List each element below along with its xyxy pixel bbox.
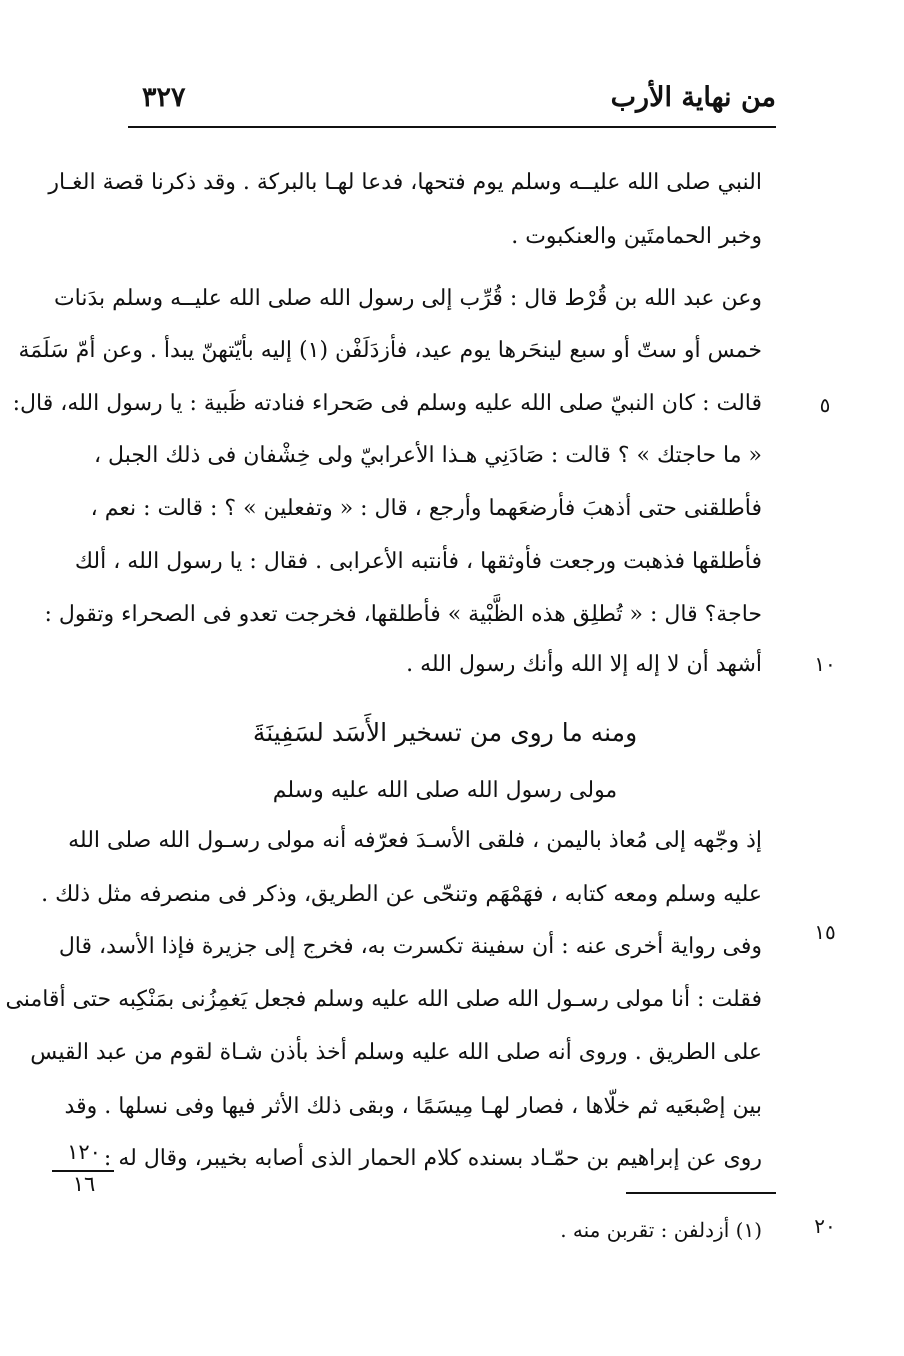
- signature-numerator: ١٢٠: [67, 1140, 101, 1164]
- text-line: روى عن إبراهيم بن حمّـاد بسنده كلام الحمار الذى أصابه بخيبر، وقال له :: [103, 1146, 762, 1171]
- text-line: حاجة؟ قال : « تُطلِق هذه الظَّبْية » فأطلقها، فخرجت تعدو فى الصحراء وتقول :: [44, 602, 762, 627]
- header-rule: [128, 126, 776, 128]
- section-heading: ومنه ما روى من تسخير الأَسَد لسَفِينَةَ: [252, 718, 638, 747]
- running-title: من نهاية الأرب: [610, 82, 776, 113]
- section-subheading: مولى رسول الله صلى الله عليه وسلم: [272, 778, 618, 803]
- margin-line-number: ٥: [819, 393, 831, 417]
- text-line: وفى رواية أخرى عنه : أن سفينة تكسرت به، فخرج إلى جزيرة فإذا الأسد، قال: [58, 934, 762, 959]
- text-line: فأطلقها فذهبت ورجعت فأوثقها ، فأنتبه الأعرابى . فقال : يا رسول الله ، ألك: [74, 549, 762, 574]
- text-line: على الطريق . وروى أنه صلى الله عليه وسلم أخذ بأذن شـاة لقوم من عبد القيس: [30, 1040, 762, 1065]
- text-line: وعن عبد الله بن قُرْط قال : قُرِّب إلى رسول الله صلى الله عليــه وسلم بدَنات: [53, 286, 762, 311]
- text-line: وخبر الحمامتَين والعنكبوت .: [511, 224, 762, 249]
- signature-denominator: ١٦: [72, 1172, 96, 1196]
- text-line: فقلت : أنا مولى رسـول الله صلى الله عليه وسلم فجعل يَغمِزُنى بمَنْكِبه حتى أقامنى: [5, 987, 762, 1012]
- text-line: عليه وسلم ومعه كتابه ، فهَمْهَم وتنحّى عن الطريق، وذكر فى منصرفه مثل ذلك .: [41, 882, 762, 907]
- text-line: إذ وجّهه إلى مُعاذ باليمن ، فلقى الأسـدَ فعرّفه أنه مولى رسـول الله صلى الله: [68, 828, 762, 853]
- margin-line-number: ١٠: [814, 652, 836, 676]
- text-line: النبي صلى الله عليــه وسلم يوم فتحها، فدعا لهـا بالبركة . وقد ذكرنا قصة الغـار: [48, 170, 762, 195]
- text-line: فأطلقنى حتى أذهبَ فأرضعَهما وأرجع ، قال : « وتفعلين » ؟ : قالت : نعم ،: [90, 496, 762, 521]
- text-line: بين إصْبعَيه ثم خلّاها ، فصار لهـا مِيسَمًا ، وبقى ذلك الأثر فيها وفى نسلها . وقد: [64, 1094, 762, 1119]
- footnote-rule: [626, 1192, 776, 1194]
- margin-line-number: ١٥: [814, 920, 836, 944]
- text-line: قالت : كان النبيّ صلى الله عليه وسلم فى صَحراء فنادته ظَبية : يا رسول الله، قال:: [12, 391, 762, 416]
- footnote: (١) أزدلفن : تقربن منه .: [560, 1218, 762, 1242]
- text-line: أشهد أن لا إله إلا الله وأنك رسول الله .: [406, 652, 762, 677]
- margin-line-number: ٢٠: [814, 1214, 836, 1238]
- page-number: ٣٢٧: [142, 82, 186, 113]
- text-line: « ما حاجتك » ؟ قالت : صَادَنِي هـذا الأعرابيّ ولى خِشْفان فى ذلك الجبل ،: [93, 443, 762, 468]
- running-header: [128, 82, 776, 126]
- text-line: خمس أو ستّ أو سبع لينحَرها يوم عيد، فأزدَلَفْن (١) إليه بأيّتهنّ يبدأ . وعن أمّ سَلَمَة: [18, 338, 762, 363]
